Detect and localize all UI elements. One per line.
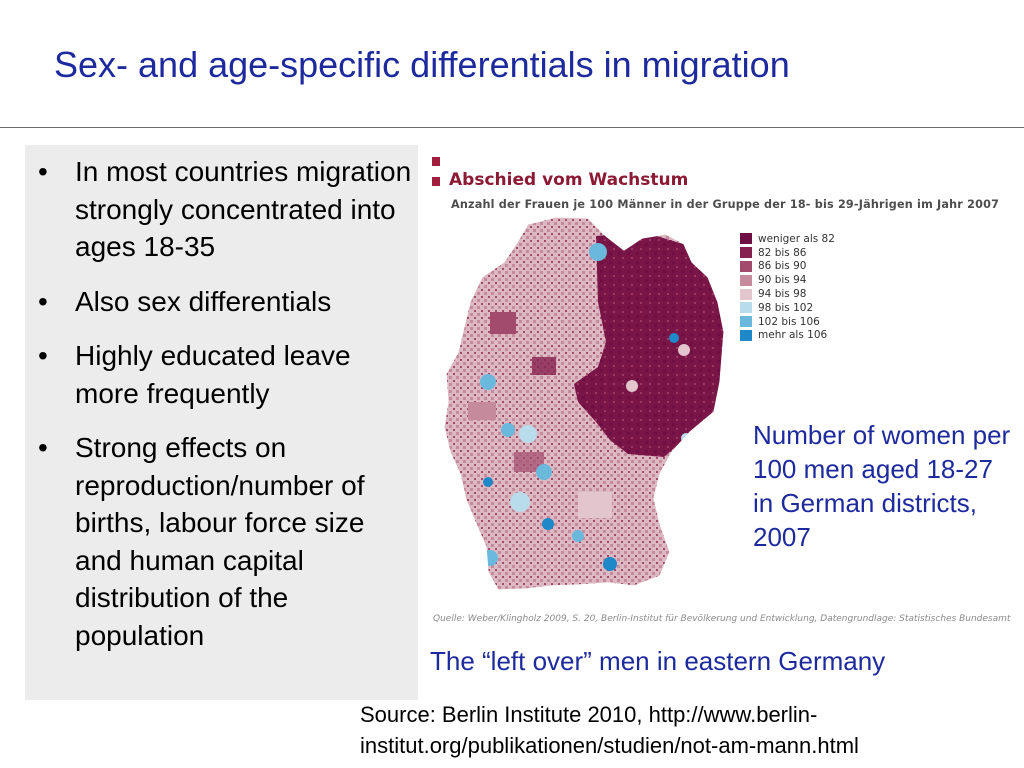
legend-label: 86 bis 90	[758, 260, 807, 273]
legend-item	[740, 246, 835, 260]
bullet-item: • In most countries migration strongly concentrated into ages 18-35	[25, 153, 418, 266]
bullet-item: • Also sex differentials	[25, 283, 418, 321]
bullet-item: • Strong effects on reproduction/number of births, labour force size and human capital distribution of the population	[25, 429, 418, 654]
map-subtitle: Anzahl der Frauen je 100 Männer in der Gruppe der 18- bis 29-Jährigen im Jahr 2007	[451, 198, 1000, 211]
legend-swatch	[740, 302, 752, 313]
legend-item	[740, 315, 835, 329]
legend-swatch	[740, 316, 752, 327]
legend-label: mehr als 106	[758, 329, 828, 342]
bullet-panel	[25, 145, 418, 700]
map-title: Abschied vom Wachstum	[449, 170, 689, 190]
legend-item	[740, 287, 835, 301]
source-citation: Source: Berlin Institute 2010, http://www.berlin-institut.org/publikationen/studien/not-am-mann.html	[360, 702, 859, 758]
legend-swatch	[740, 261, 752, 272]
map-figure	[428, 152, 1024, 630]
legend-swatch	[740, 289, 752, 300]
legend-swatch	[740, 275, 752, 286]
map-source-note: Quelle: Weber/Klingholz 2009, S. 20, Berlin-Institut für Bevölkerung und Entwicklung, Datengrundlage: Statistisches Bundesamt	[433, 614, 1011, 624]
legend-swatch	[740, 330, 752, 341]
germany-district-map	[428, 152, 1024, 630]
map-caption: The “left over” men in eastern Germany	[430, 646, 886, 676]
legend-label: 102 bis 106	[758, 315, 820, 328]
title-divider	[0, 127, 1024, 128]
legend-swatch	[740, 233, 752, 244]
legend-label: 94 bis 98	[758, 288, 807, 301]
map-legend	[740, 232, 835, 342]
legend-item	[740, 273, 835, 287]
legend-label: 82 bis 86	[758, 246, 807, 259]
legend-item	[740, 301, 835, 315]
legend-label: weniger als 82	[758, 232, 835, 245]
legend-label: 90 bis 94	[758, 274, 807, 287]
legend-label: 98 bis 102	[758, 301, 814, 314]
bullet-list	[25, 145, 418, 654]
legend-item	[740, 329, 835, 343]
slide-title: Sex- and age-specific differentials in migration	[54, 44, 790, 85]
legend-item	[740, 260, 835, 274]
map-side-caption: Number of women per 100 men aged 18-27 in German districts, 2007	[753, 420, 1011, 552]
legend-item	[740, 232, 835, 246]
legend-swatch	[740, 247, 752, 258]
bullet-item: • Highly educated leave more frequently	[25, 337, 418, 412]
